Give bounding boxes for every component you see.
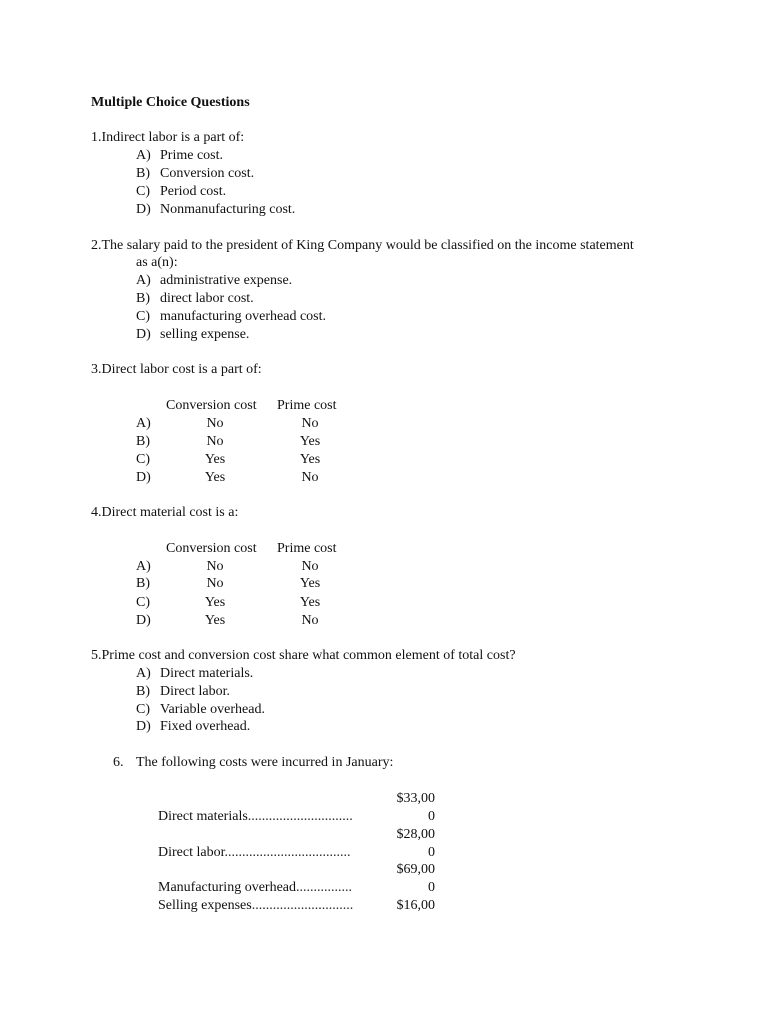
cost-amount: $16,00 bbox=[396, 898, 435, 913]
cost-amount-continued: 0 bbox=[428, 809, 435, 824]
option-text: Nonmanufacturing cost. bbox=[160, 202, 296, 217]
option-text: Period cost. bbox=[160, 184, 227, 199]
page-title: Multiple Choice Questions bbox=[91, 95, 250, 110]
option-letter: B) bbox=[136, 684, 150, 699]
row-letter: D) bbox=[136, 613, 151, 628]
option-text: selling expense. bbox=[160, 327, 250, 342]
row-letter: D) bbox=[136, 470, 151, 485]
option-letter: A) bbox=[136, 273, 151, 288]
leader-dots: ................ bbox=[296, 880, 352, 895]
cell-conversion: No bbox=[206, 576, 224, 591]
question-stem: 2.The salary paid to the president of King Company would be classified on the income statement bbox=[91, 238, 634, 253]
row-letter: B) bbox=[136, 434, 150, 449]
cell-conversion: No bbox=[206, 559, 224, 574]
leader-dots: ............................. bbox=[251, 898, 354, 913]
question-stem: 3.Direct labor cost is a part of: bbox=[91, 362, 262, 377]
option-letter: D) bbox=[136, 202, 151, 217]
option-text: Direct labor. bbox=[160, 684, 230, 699]
row-letter: C) bbox=[136, 595, 150, 610]
cell-conversion: Yes bbox=[204, 452, 226, 467]
option-text: Prime cost. bbox=[160, 148, 223, 163]
cell-conversion: Yes bbox=[204, 613, 226, 628]
option-text: Variable overhead. bbox=[160, 702, 265, 717]
question-stem: 1.Indirect labor is a part of: bbox=[91, 130, 245, 145]
option-letter: D) bbox=[136, 327, 151, 342]
question-stem-continued: as a(n): bbox=[136, 255, 178, 270]
row-letter: B) bbox=[136, 576, 150, 591]
option-text: Conversion cost. bbox=[160, 166, 255, 181]
cell-conversion: No bbox=[206, 416, 224, 431]
option-letter: B) bbox=[136, 291, 150, 306]
cost-amount-continued: 0 bbox=[428, 880, 435, 895]
question-stem: The following costs were incurred in January: bbox=[136, 755, 394, 770]
option-letter: A) bbox=[136, 148, 151, 163]
question-stem: 4.Direct material cost is a: bbox=[91, 505, 239, 520]
row-letter: A) bbox=[136, 416, 151, 431]
cost-label: Selling expenses............................. bbox=[158, 898, 354, 913]
option-letter: A) bbox=[136, 666, 151, 681]
row-letter: C) bbox=[136, 452, 150, 467]
cell-prime: No bbox=[301, 559, 319, 574]
column-header-conversion-cost: Conversion cost bbox=[166, 398, 257, 413]
option-text: Fixed overhead. bbox=[160, 719, 251, 734]
column-header-prime-cost: Prime cost bbox=[277, 398, 337, 413]
cell-prime: No bbox=[301, 470, 319, 485]
option-letter: D) bbox=[136, 719, 151, 734]
cost-amount-continued: 0 bbox=[428, 845, 435, 860]
option-letter: C) bbox=[136, 309, 150, 324]
cell-prime: Yes bbox=[299, 576, 321, 591]
option-letter: B) bbox=[136, 166, 150, 181]
cell-prime: No bbox=[301, 613, 319, 628]
leader-dots: .................................... bbox=[224, 845, 351, 860]
cell-conversion: No bbox=[206, 434, 224, 449]
cell-conversion: Yes bbox=[204, 470, 226, 485]
cell-prime: Yes bbox=[299, 452, 321, 467]
cost-amount: $28,00 bbox=[396, 827, 435, 842]
cost-label: Direct labor.................................... bbox=[158, 845, 351, 860]
column-header-prime-cost: Prime cost bbox=[277, 541, 337, 556]
option-text: manufacturing overhead cost. bbox=[160, 309, 326, 324]
question-stem: 5.Prime cost and conversion cost share what common element of total cost? bbox=[91, 648, 516, 663]
column-header-conversion-cost: Conversion cost bbox=[166, 541, 257, 556]
cell-prime: Yes bbox=[299, 595, 321, 610]
option-text: direct labor cost. bbox=[160, 291, 254, 306]
option-letter: C) bbox=[136, 702, 150, 717]
row-letter: A) bbox=[136, 559, 151, 574]
cell-prime: Yes bbox=[299, 434, 321, 449]
leader-dots: .............................. bbox=[247, 809, 353, 824]
cell-prime: No bbox=[301, 416, 319, 431]
cell-conversion: Yes bbox=[204, 595, 226, 610]
option-text: administrative expense. bbox=[160, 273, 293, 288]
cost-amount: $33,00 bbox=[396, 791, 435, 806]
option-text: Direct materials. bbox=[160, 666, 254, 681]
option-letter: C) bbox=[136, 184, 150, 199]
question-number: 6. bbox=[113, 755, 124, 770]
cost-amount: $69,00 bbox=[396, 862, 435, 877]
cost-label: Manufacturing overhead................ bbox=[158, 880, 352, 895]
cost-label: Direct materials.............................. bbox=[158, 809, 353, 824]
